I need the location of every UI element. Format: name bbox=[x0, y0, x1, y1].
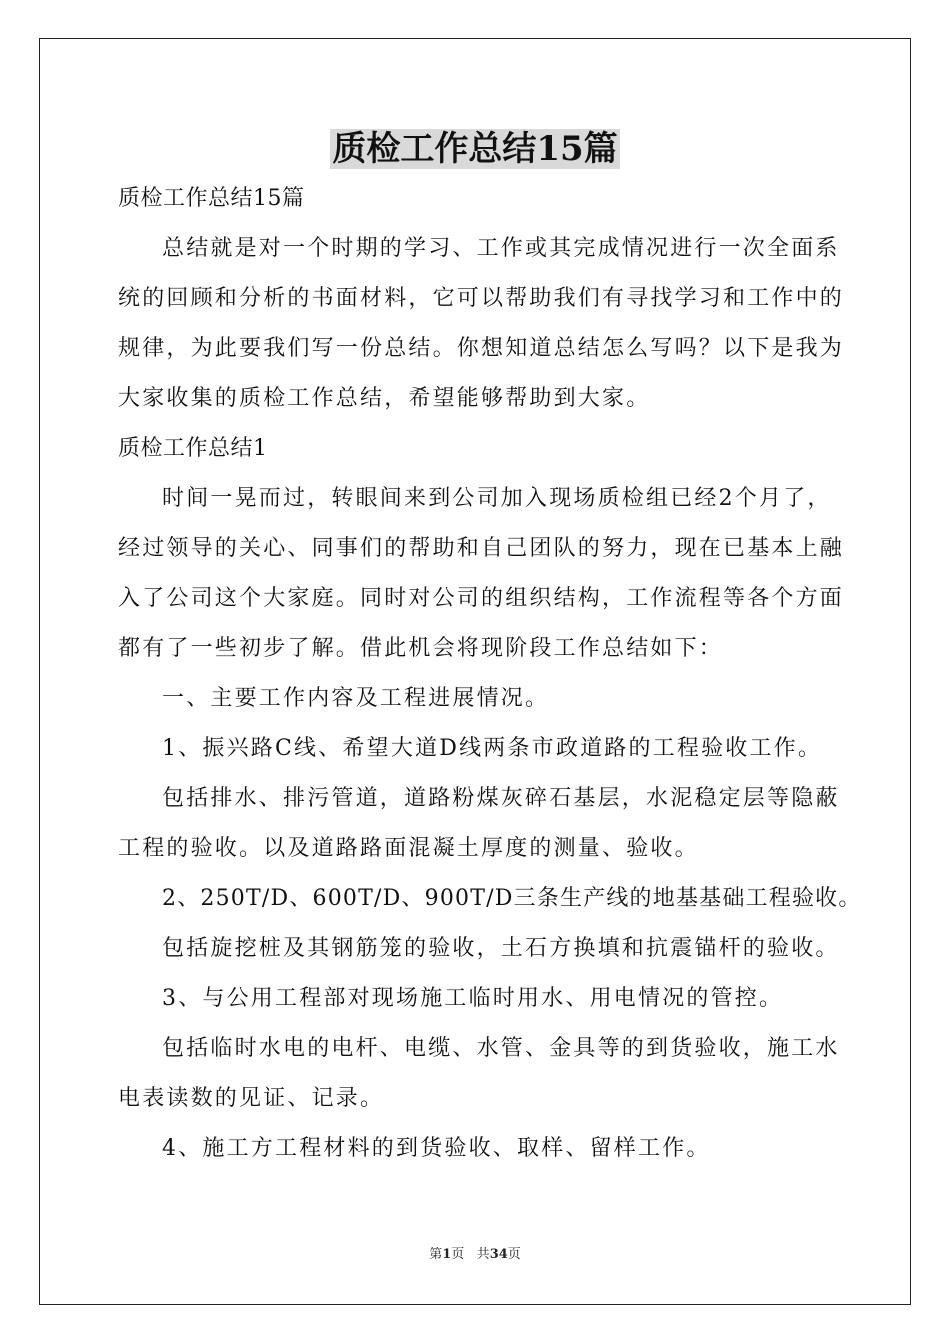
section-heading: 质检工作总结1 bbox=[118, 436, 268, 461]
subheading-line: 一、主要工作内容及工程进展情况。 bbox=[162, 686, 550, 711]
footer-total-prefix: 共 bbox=[476, 1247, 490, 1262]
paragraph-line: 包括临时水电的电杆、电缆、水管、金具等的到货验收，施工水 bbox=[162, 1036, 840, 1061]
document-title bbox=[0, 126, 950, 172]
paragraph-line: 总结就是对一个时期的学习、工作或其完成情况进行一次全面系 bbox=[162, 236, 840, 261]
footer-page-suffix: 页 bbox=[451, 1247, 465, 1262]
footer-page-number: 1 bbox=[442, 1247, 452, 1262]
paragraph-line: 规律，为此要我们写一份总结。你想知道总结怎么写吗？以下是我为 bbox=[118, 336, 845, 361]
list-item: 1、振兴路C线、希望大道D线两条市政道路的工程验收工作。 bbox=[162, 736, 823, 761]
list-item: 2、250T/D、600T/D、900T/D三条生产线的地基基础工程验收。 bbox=[162, 886, 862, 911]
paragraph-line: 都有了一些初步了解。借此机会将现阶段工作总结如下： bbox=[118, 636, 724, 661]
list-item: 4、施工方工程材料的到货验收、取样、留样工作。 bbox=[162, 1136, 711, 1161]
paragraph-line: 统的回顾和分析的书面材料，它可以帮助我们有寻找学习和工作中的 bbox=[118, 286, 845, 311]
subtitle-line: 质检工作总结15篇 bbox=[118, 186, 305, 211]
paragraph-line: 包括排水、排污管道，道路粉煤灰碎石基层，水泥稳定层等隐蔽 bbox=[162, 786, 840, 811]
footer-total-pages: 34 bbox=[489, 1247, 508, 1262]
paragraph-line: 包括旋挖桩及其钢筋笼的验收，土石方换填和抗震锚杆的验收。 bbox=[162, 936, 840, 961]
paragraph-line: 时间一晃而过，转眼间来到公司加入现场质检组已经2个月了， bbox=[162, 486, 832, 511]
paragraph-line: 大家收集的质检工作总结，希望能够帮助到大家。 bbox=[118, 386, 651, 411]
paragraph-line: 经过领导的关心、同事们的帮助和自己团队的努力，现在已基本上融 bbox=[118, 536, 845, 561]
paragraph-line: 工程的验收。以及道路路面混凝土厚度的测量、验收。 bbox=[118, 836, 699, 861]
paragraph-line: 电表读数的见证、记录。 bbox=[118, 1086, 385, 1111]
list-item: 3、与公用工程部对现场施工临时用水、用电情况的管控。 bbox=[162, 986, 784, 1011]
page-border bbox=[39, 38, 911, 1305]
document-title-text: 质检工作总结15篇 bbox=[332, 129, 618, 169]
footer-page-prefix: 第 bbox=[429, 1247, 443, 1262]
page-footer bbox=[0, 1246, 950, 1264]
footer-total-suffix: 页 bbox=[507, 1247, 521, 1262]
paragraph-line: 入了公司这个大家庭。同时对公司的组织结构，工作流程等各个方面 bbox=[118, 586, 845, 611]
